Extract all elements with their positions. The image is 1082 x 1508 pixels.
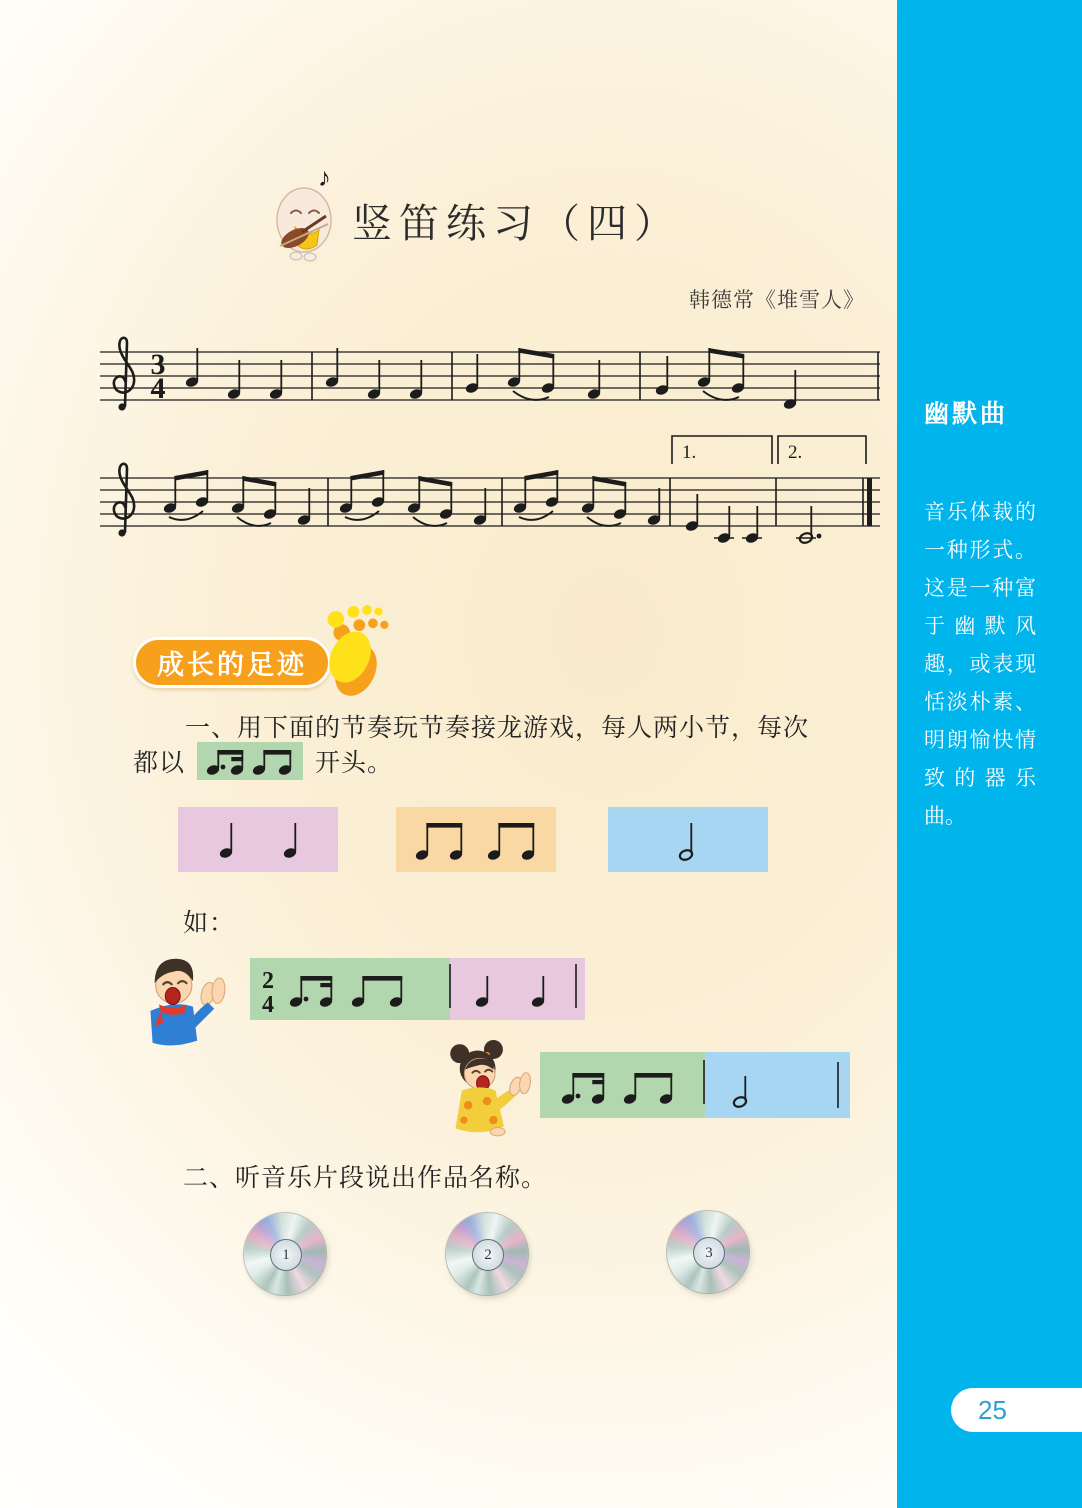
sidebar-heading: 幽默曲	[924, 400, 1009, 428]
growth-badge	[133, 637, 331, 688]
attribution: 韩德常《堆雪人》	[689, 288, 865, 312]
rhythm-box-orange	[396, 807, 556, 872]
cd-number: 3	[693, 1237, 725, 1269]
cd-number: 2	[472, 1239, 504, 1271]
exercise1-line2-suffix: 开头。	[315, 750, 394, 777]
svg-text:3: 3	[150, 348, 166, 381]
cd-number: 1	[270, 1239, 302, 1271]
inline-rhythm-box	[197, 742, 303, 780]
page-number: 25	[978, 1395, 1007, 1425]
exercise1-line2	[133, 740, 393, 782]
baby-violinist-icon	[262, 164, 348, 264]
page-number-pill	[951, 1388, 1082, 1432]
exercise1-line2-prefix: 都以	[133, 750, 186, 777]
music-staff-line-2	[100, 414, 880, 550]
example2-rhythm-strip	[540, 1052, 850, 1118]
svg-text:2.: 2.	[788, 442, 803, 463]
svg-text:4: 4	[262, 992, 274, 1018]
boy-clapping-illustration	[118, 945, 236, 1047]
svg-text:1.: 1.	[682, 442, 697, 463]
exercise2-text: 二、听音乐片段说出作品名称。	[183, 1165, 548, 1192]
rhythm-box-pink	[178, 807, 338, 872]
exercise1-line1: 一、用下面的节奏玩节奏接龙游戏，每人两小节，每次	[185, 715, 810, 742]
growth-badge-label: 成长的足迹	[157, 650, 307, 680]
cd-icon-3	[667, 1211, 749, 1293]
example1-rhythm-strip	[250, 958, 585, 1020]
sidebar-body: 音乐体裁的一种形式。这是一种富于幽默风趣，或表现恬淡朴素、明朗愉快情致的器乐曲。	[924, 501, 1036, 828]
footprint-icon	[303, 594, 407, 713]
music-staff-line-1	[100, 324, 880, 428]
music-note-icon: ♪	[318, 164, 331, 192]
cd-icon-1	[244, 1213, 326, 1295]
sidebar	[897, 0, 1082, 1508]
svg-text:2: 2	[262, 968, 274, 994]
example-label: 如：	[183, 910, 236, 937]
page-title: 竖笛练习（四）	[352, 201, 681, 246]
rhythm-box-blue	[608, 807, 768, 872]
girl-clapping-illustration	[432, 1040, 538, 1138]
cd-icon-2	[446, 1213, 528, 1295]
svg-text:4: 4	[150, 372, 166, 405]
